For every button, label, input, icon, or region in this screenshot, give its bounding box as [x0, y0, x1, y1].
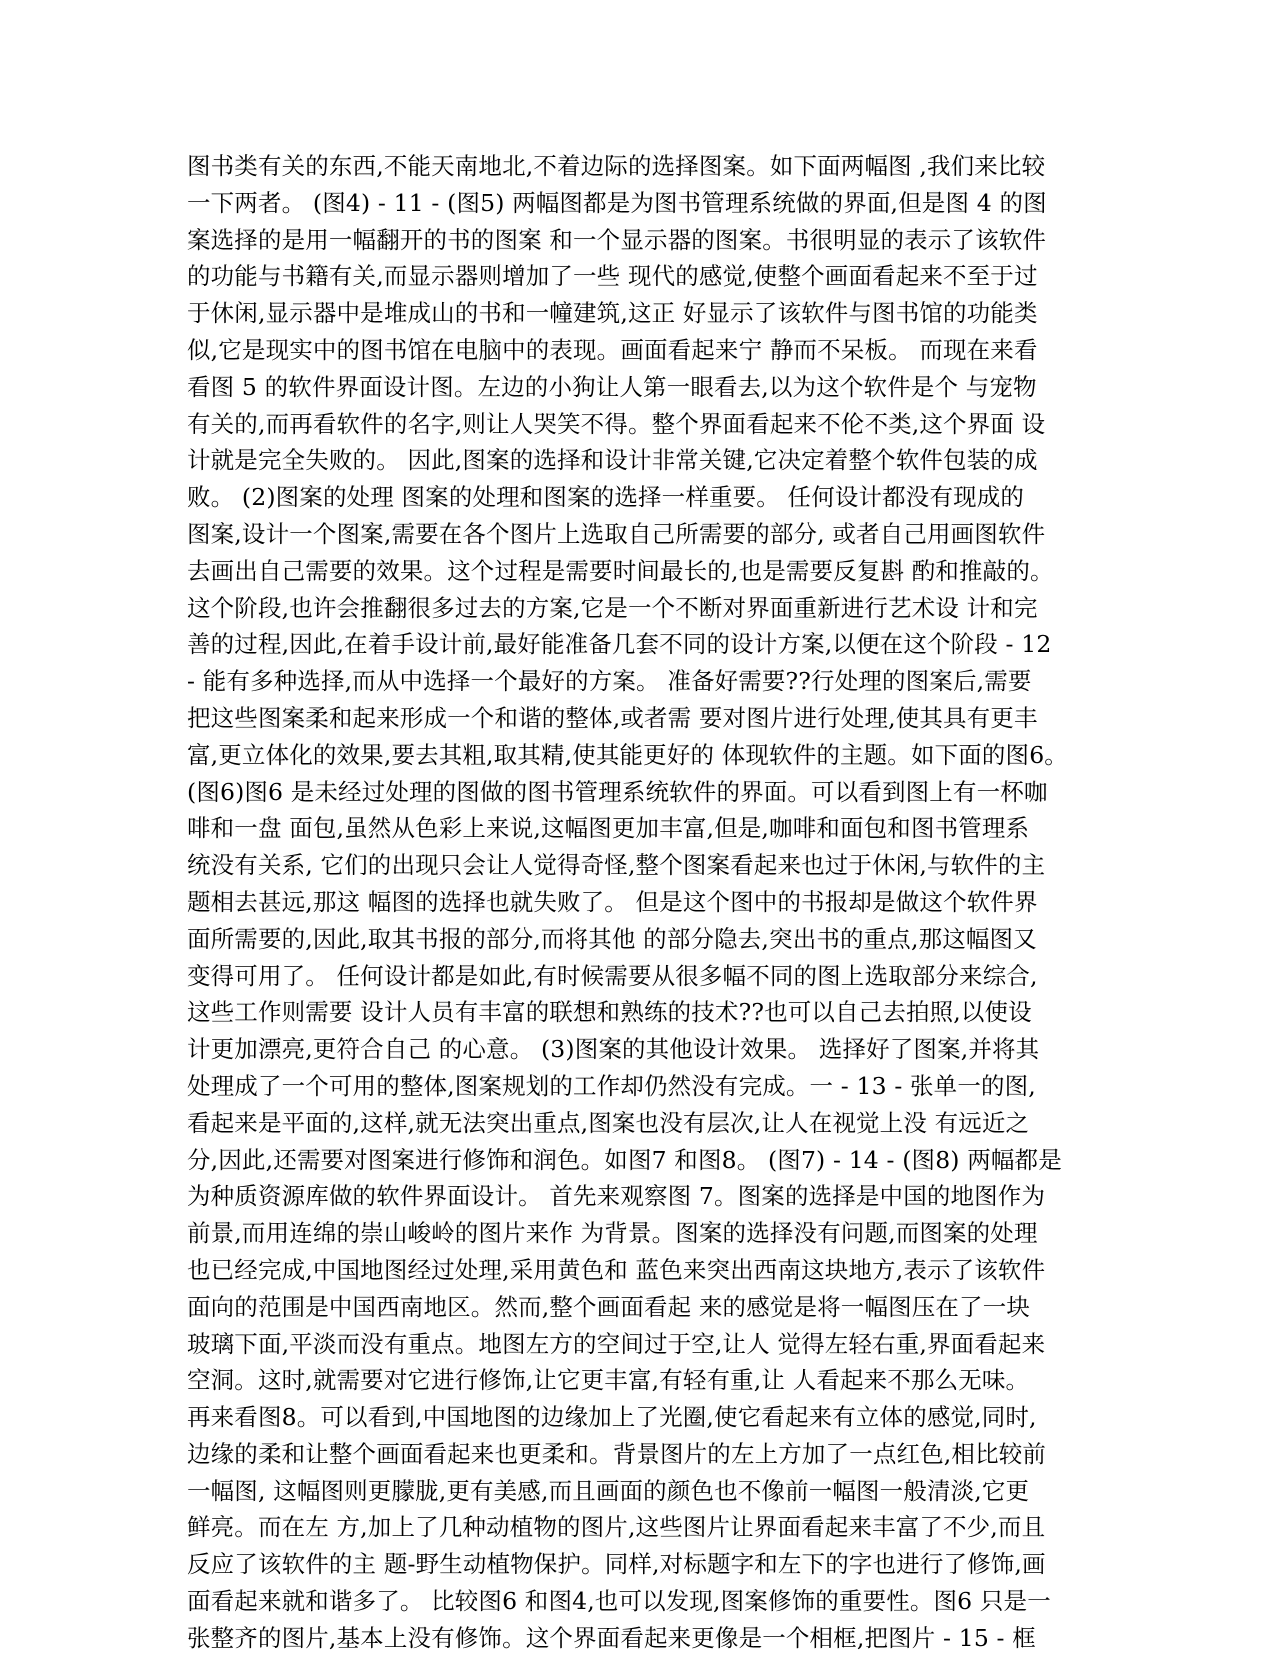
- text-line: 前景,而用连绵的崇山峻岭的图片来作 为背景。图案的选择没有问题,而图案的处理: [187, 1219, 1038, 1248]
- text-line: 分,因此,还需要对图案进行修饰和润色。如图7 和图8。 (图7) - 14 - (图8) 两幅都是: [187, 1145, 1062, 1174]
- text-line: 一幅图, 这幅图则更朦胧,更有美感,而且画面的颜色也不像前一幅图一般清淡,它更: [187, 1476, 1030, 1505]
- text-line: 面所需要的,因此,取其书报的部分,而将其他 的部分隐去,突出书的重点,那这幅图又: [187, 924, 1037, 953]
- text-line: 为种质资源库做的软件界面设计。 首先来观察图 7。图案的选择是中国的地图作为: [187, 1182, 1046, 1211]
- text-line: 边缘的柔和让整个画面看起来也更柔和。背景图片的左上方加了一点红色,相比较前: [187, 1439, 1047, 1468]
- text-line: 统没有关系, 它们的出现只会让人觉得奇怪,整个图案看起来也过于休闲,与软件的主: [187, 851, 1046, 880]
- text-line: 空洞。这时,就需要对它进行修饰,让它更丰富,有轻有重,让 人看起来不那么无味。: [187, 1366, 1030, 1395]
- text-line: 啡和一盘 面包,虽然从色彩上来说,这幅图更加丰富,但是,咖啡和面包和图书管理系: [187, 814, 1030, 843]
- text-line: 一下两者。 (图4) - 11 - (图5) 两幅图都是为图书管理系统做的界面,但是图 4 的图: [187, 188, 1047, 217]
- text-line: (图6)图6 是未经过处理的图做的图书管理系统软件的界面。可以看到图上有一杯咖: [187, 777, 1048, 806]
- text-line: 玻璃下面,平淡而没有重点。地图左方的空间过于空,让人 觉得左轻右重,界面看起来: [187, 1329, 1046, 1358]
- text-line: 有关的,而再看软件的名字,则让人哭笑不得。整个界面看起来不伦不类,这个界面 设: [187, 409, 1046, 438]
- text-line: 这些工作则需要 设计人员有丰富的联想和熟练的技术??也可以自己去拍照,以使设: [187, 998, 1032, 1027]
- text-line: 图书类有关的东西,不能天南地北,不着边际的选择图案。如下面两幅图 ,我们来比较: [187, 152, 1046, 180]
- text-line: 善的过程,因此,在着手设计前,最好能准备几套不同的设计方案,以便在这个阶段 - 12: [187, 630, 1052, 659]
- text-line: 图案,设计一个图案,需要在各个图片上选取自己所需要的部分, 或者自己用画图软件: [187, 519, 1046, 548]
- text-line: 案选择的是用一幅翻开的书的图案 和一个显示器的图案。书很明显的表示了该软件: [187, 225, 1047, 254]
- text-line: 看图 5 的软件界面设计图。左边的小狗让人第一眼看去,以为这个软件是个 与宠物: [187, 372, 1037, 401]
- text-line: 也已经完成,中国地图经过处理,采用黄色和 蓝色来突出西南这块地方,表示了该软件: [187, 1255, 1046, 1284]
- text-line: 面向的范围是中国西南地区。然而,整个画面看起 来的感觉是将一幅图压在了一块: [187, 1292, 1030, 1321]
- text-line: 富,更立体化的效果,要去其粗,取其精,使其能更好的 体现软件的主题。如下面的图6。: [187, 740, 1068, 769]
- text-line: 似,它是现实中的图书馆在电脑中的表现。画面看起来宁 静而不呆板。 而现在来看: [187, 335, 1038, 364]
- text-line: 再来看图8。可以看到,中国地图的边缘加上了光圈,使它看起来有立体的感觉,同时,: [187, 1403, 1037, 1432]
- text-line: 败。 (2)图案的处理 图案的处理和图案的选择一样重要。 任何设计都没有现成的: [187, 483, 1025, 512]
- text-line: - 能有多种选择,而从中选择一个最好的方案。 准备好需要??行处理的图案后,需要: [187, 667, 1032, 696]
- text-line: 鲜亮。而在左 方,加上了几种动植物的图片,这些图片让界面看起来丰富了不少,而且: [187, 1513, 1046, 1542]
- text-line: 去画出自己需要的效果。这个过程是需要时间最长的,也是需要反复斟 酌和推敲的。: [187, 556, 1054, 585]
- text-line: 计就是完全失败的。 因此,图案的选择和设计非常关键,它决定着整个软件包装的成: [187, 446, 1038, 475]
- text-line: 变得可用了。 任何设计都是如此,有时候需要从很多幅不同的图上选取部分来综合,: [187, 961, 1038, 990]
- text-line: 面看起来就和谐多了。 比较图6 和图4,也可以发现,图案修饰的重要性。图6 只是一: [187, 1587, 1051, 1616]
- text-line: 反应了该软件的主 题-野生动植物保护。同样,对标题字和左下的字也进行了修饰,画: [187, 1550, 1046, 1579]
- text-line: 这个阶段,也许会推翻很多过去的方案,它是一个不断对界面重新进行艺术设 计和完: [187, 593, 1038, 622]
- text-line: 于休闲,显示器中是堆成山的书和一幢建筑,这正 好显示了该软件与图书馆的功能类: [187, 299, 1038, 328]
- text-line: 计更加漂亮,更符合自己 的心意。 (3)图案的其他设计效果。 选择好了图案,并将其: [187, 1035, 1040, 1064]
- text-line: 看起来是平面的,这样,就无法突出重点,图案也没有层次,让人在视觉上没 有远近之: [187, 1108, 1030, 1137]
- text-line: 把这些图案柔和起来形成一个和谐的整体,或者需 要对图片进行处理,使其具有更丰: [187, 703, 1038, 732]
- text-line: 处理成了一个可用的整体,图案规划的工作却仍然没有完成。一 - 13 - 张单一的图,: [187, 1071, 1036, 1100]
- text-line: 的功能与书籍有关,而显示器则增加了一些 现代的感觉,使整个画面看起来不至于过: [187, 262, 1038, 291]
- text-line: 题相去甚远,那这 幅图的选择也就失败了。 但是这个图中的书报却是做这个软件界: [187, 887, 1038, 916]
- body-text: [187, 148, 1087, 1657]
- text-line: 张整齐的图片,基本上没有修饰。这个界面看起来更像是一个相框,把图片 - 15 - 框: [187, 1623, 1036, 1652]
